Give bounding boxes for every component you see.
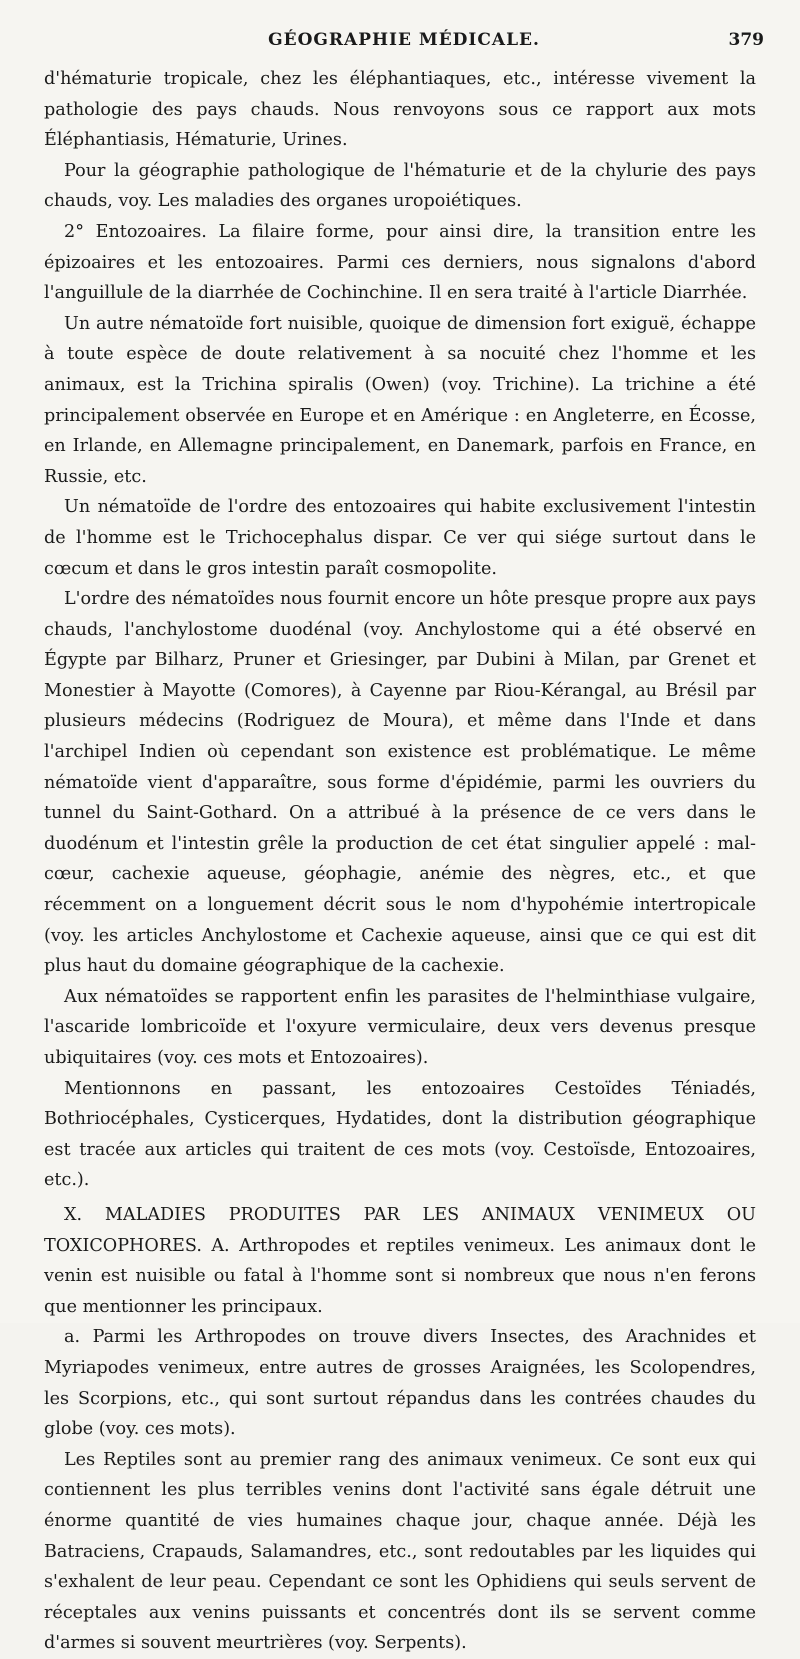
paragraph-3: 2° Entozoaires. La filaire forme, pour ainsi dire, la transition entre les épizoaires et les entozoaires. Parmi ces derniers, nous signalons d'abord l'anguillule de la diarrhée de Cochinchine. Il en sera traité à l'article Diarrhée. [44,221,756,304]
running-title: GÉOGRAPHIE MÉDICALE. [268,30,540,50]
paragraph-2: Pour la géographie pathologique de l'hématurie et de la chylurie des pays chauds, voy. Les maladies des organes uropoiétiques. [44,160,756,212]
paragraph-5: Un nématoïde de l'ordre des entozoaires qui habite exclusivement l'intestin de l'homme est le Trichocephalus dispar. Ce ver qui siége surtout dans le cœcum et dans le gros intestin paraît cosmopolite. [44,497,756,579]
paragraph-4: Un autre nématoïde fort nuisible, quoique de dimension fort exiguë, échappe à toute espèce de doute relativement à sa nocuité chez l'homme et les animaux, est la Trichina spiralis (Owen) (voy. Trichine). La trichine a été principalement observée en Europe et en Amérique : en Angleterre, en Écosse, en Irlande, en Allemagne principalement, en Danemark, parfois en France, en Russie, etc. [44,313,756,487]
paragraph-8: Mentionnons en passant, les entozoaires Cestoïdes Téniadés, Bothriocéphales, Cysticerques, Hydatides, dont la distribution géographique est tracée aux articles qui traitent de ces mots (voy. Cestoïsde, Entozoaires, etc.). [44,1078,756,1191]
paragraph-11: Les Reptiles sont au premier rang des animaux venimeux. Ce sont eux qui contiennent les plus terribles venins dont l'activité sans égale détruit une énorme quantité de vies humaines chaque jour, chaque année. Déjà les Batraciens, Crapauds, Salamandres, etc., sont redoutables par les liquides qui s'exhalent de leur peau. Cependant ce sont les Ophidiens qui seuls servent de réceptales aux venins puissants et concentrés dont ils se servent comme d'armes si souvent meurtrières (voy. Serpents). [44,1449,756,1654]
paragraph-7: Aux nématoïdes se rapportent enfin les parasites de l'helminthiase vulgaire, l'ascaride lombricoïde et l'oxyure vermiculaire, deux vers devenus presque ubiquitaires (voy. ces mots et Entozoaires). [44,986,756,1068]
body-text [44,64,756,1659]
running-head [44,30,764,56]
paragraph-10: a. Parmi les Arthropodes on trouve divers Insectes, des Arachnides et Myriapodes venimeux, entre autres de grosses Araignées, les Scolopendres, les Scorpions, etc., qui sont surtout répandus dans les contrées chaudes du globe (voy. ces mots). [44,1327,756,1440]
paragraph-6: L'ordre des nématoïdes nous fournit encore un hôte presque propre aux pays chauds, l'anchylostome duodénal (voy. Anchylostome qui a été observé en Égypte par Bilharz, Pruner et Griesinger, par Dubini à Milan, par Grenet et Monestier à Mayotte (Comores), à Cayenne par Riou-Kérangal, au Brésil par plusieurs médecins (Rodriguez de Moura), et même dans l'Inde et dans l'archipel Indien où cependant son existence est problématique. Le même nématoïde vient d'apparaître, sous forme d'épidémie, parmi les ouvriers du tunnel du Saint-Gothard. On a attribué à la présence de ce vers dans le duodénum et l'intestin grêle la production de cet état singulier appelé : mal-cœur, cachexie aqueuse, géophagie, anémie des nègres, etc., et que récemment on a longuement décrit sous le nom d'hypohémie intertropicale (voy. les articles Anchylostome et Cachexie aqueuse, ainsi que ce qui est dit plus haut du domaine géographique de la cachexie. [44,589,756,977]
paragraph-1: d'hématurie tropicale, chez les éléphantiaques, etc., intéresse vivement la pathologie des pays chauds. Nous renvoyons sous ce rapport aux mots Éléphantiasis, Hématurie, Urines. [44,69,756,151]
section-heading-paragraph: X. MALADIES PRODUITES PAR LES ANIMAUX VENIMEUX OU TOXICOPHORES. A. Arthropodes et reptiles venimeux. Les animaux dont le venin est nuisible ou fatal à l'homme sont si nombreux que nous n'en ferons que mentionner les principaux. [44,1204,756,1317]
page-number: 379 [728,30,764,50]
